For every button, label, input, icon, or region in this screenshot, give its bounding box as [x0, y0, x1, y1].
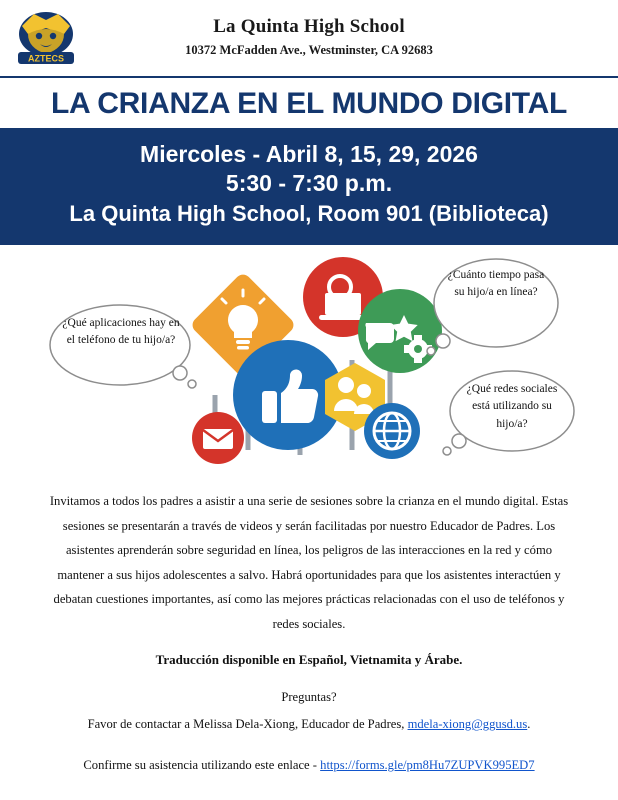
svg-text:AZTECS: AZTECS: [28, 53, 64, 64]
event-dates: Miercoles - Abril 8, 15, 29, 2026: [140, 140, 478, 167]
event-location: La Quinta High School, Room 901 (Biblioteca): [69, 201, 549, 227]
confirm-prefix: Confirme su asistencia utilizando este enlace -: [83, 758, 321, 773]
school-address: 10372 McFadden Ave., Westminster, CA 92683: [185, 43, 433, 57]
aztec-mascot-logo: [14, 8, 78, 68]
rsvp-form-link[interactable]: https://forms.gle/pm8Hu7ZUPVK995ED7: [320, 758, 535, 773]
bubble-left-text: ¿Qué aplicaciones hay en el teléfono de tu hijo/a?: [62, 316, 180, 347]
title-band: [0, 78, 618, 128]
page-title: LA CRIANZA EN EL MUNDO DIGITAL: [51, 87, 567, 120]
body-paragraph: Invitamos a todos los padres a asistir a una serie de sesiones sobre la crianza en el mundo digital. Estas sesiones se presentarán a través de videos y serán facilitadas por nuestro Educador de Padres. Los asistentes aprenderán sobre seguridad en línea, los peligros de las interacciones en la red y cómo mantener a sus hijos adolescentes a salvo. Habrá oportunidades para que los asistentes interactúen y debatan cuestiones importantes, así como las mejores prácticas relacionadas con el uso de teléfonos y redes sociales.: [49, 493, 569, 631]
translation-note: Traducción disponible en Español, Vietnamita y Árabe.: [155, 652, 463, 668]
header: [0, 0, 618, 78]
contact-suffix: .: [527, 717, 531, 732]
event-info-block: [0, 128, 618, 245]
illustration: [0, 245, 618, 483]
school-name: La Quinta High School: [213, 16, 405, 37]
bubble-bottom-right-text: ¿Qué redes sociales está utilizando su hijo/a?: [466, 382, 558, 430]
contact-prefix: Favor de contactar a Melissa Dela-Xiong, Educador de Padres,: [87, 717, 408, 732]
contact-line: [0, 717, 618, 732]
event-time: 5:30 - 7:30 p.m.: [225, 170, 393, 197]
contact-email-link[interactable]: mdela-xiong@ggusd.us: [407, 717, 528, 732]
confirm-line: [0, 758, 618, 773]
bubble-top-right-text: ¿Cuánto tiempo pasa su hijo/a en línea?: [447, 268, 545, 299]
questions-label: Preguntas?: [281, 690, 337, 705]
